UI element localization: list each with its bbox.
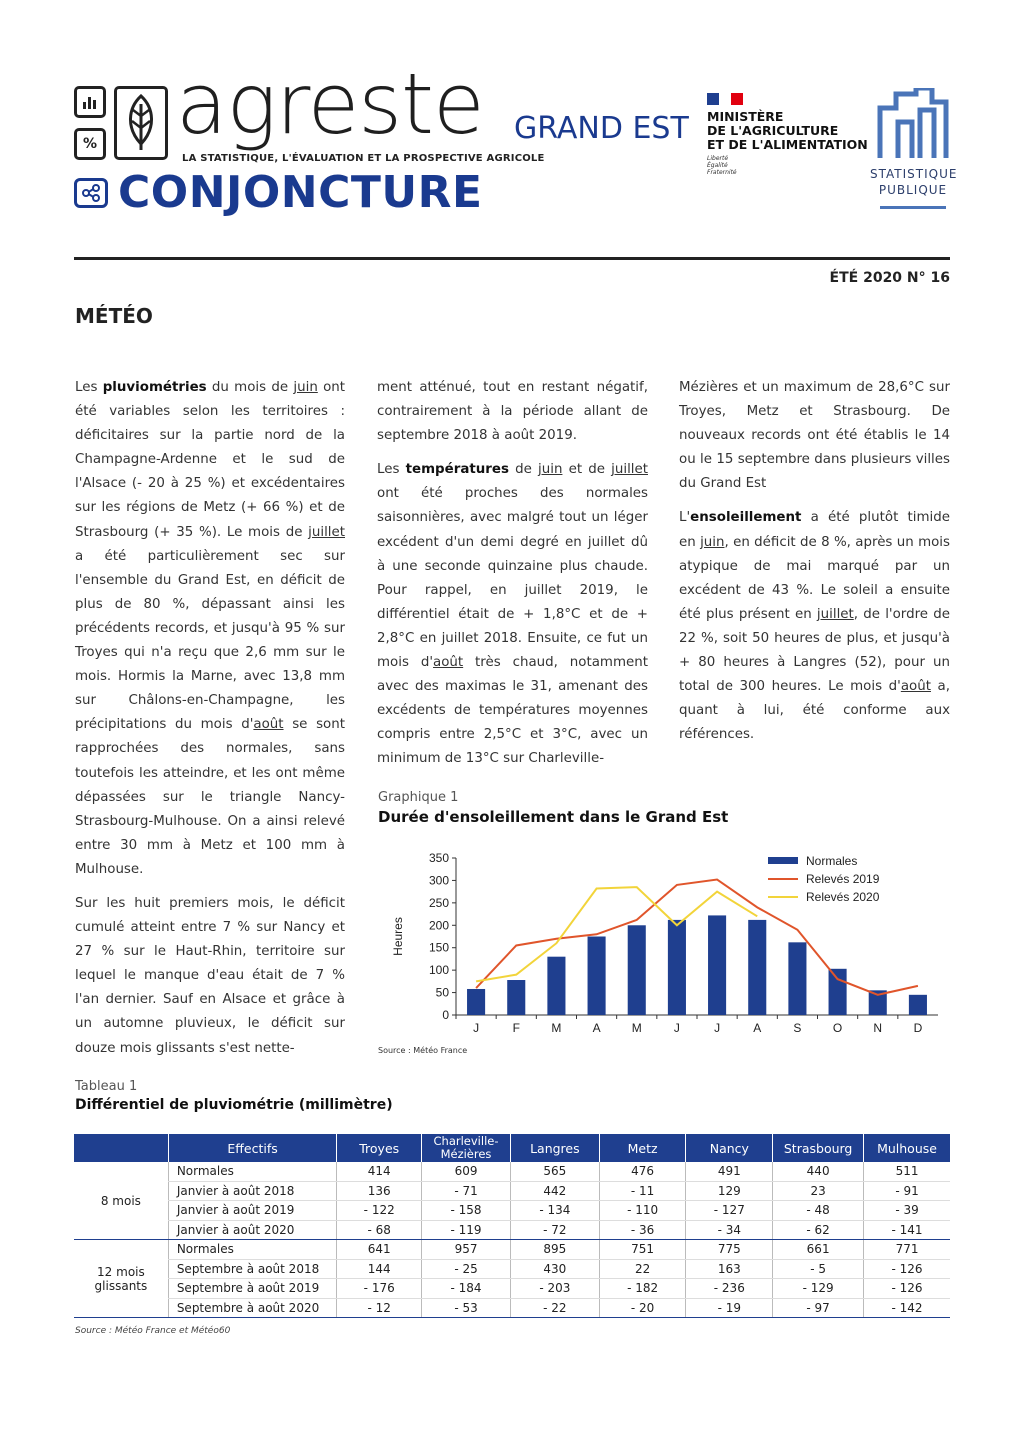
table-cell: 476 <box>599 1162 686 1181</box>
chart-bar <box>547 957 565 1015</box>
y-tick-label: 250 <box>428 895 449 910</box>
x-tick-label: D <box>913 1021 923 1035</box>
table-row <box>74 1201 950 1221</box>
table-cell: - 22 <box>510 1298 599 1318</box>
table-row <box>74 1162 950 1181</box>
chart-bar <box>507 980 525 1015</box>
table-cell: 641 <box>337 1240 422 1260</box>
x-tick-label: M <box>631 1021 642 1035</box>
section-title: MÉTÉO <box>75 304 153 328</box>
table-row <box>74 1259 950 1279</box>
table-row <box>74 1220 950 1240</box>
share-icon <box>74 178 108 208</box>
leaf-icon <box>114 86 168 160</box>
header-cell-langres: Langres <box>510 1134 599 1162</box>
ministry-name: MINISTÈRE DE L'AGRICULTURE ET DE L'ALIMENTATION <box>707 109 868 152</box>
table-cell: - 39 <box>864 1201 950 1221</box>
row-label: Normales <box>168 1162 337 1181</box>
table-cell: - 236 <box>686 1279 773 1299</box>
table-cell: 775 <box>686 1240 773 1260</box>
table-row <box>74 1298 950 1318</box>
paragraph-records: Mézières et un maximum de 28,6°C sur Troyes, Metz et Strasbourg. De nouveaux records ont été établis le 14 ou le 15 septembre dans plusieurs villes du Grand Est <box>679 380 950 492</box>
table-row <box>74 1181 950 1201</box>
agreste-logo-icons <box>74 86 170 166</box>
table-cell: 440 <box>773 1162 864 1181</box>
chart-bar <box>467 989 485 1015</box>
chart-bar <box>708 915 726 1015</box>
header-rule <box>74 257 950 260</box>
legend-label: Normales <box>806 854 858 868</box>
x-tick-label: O <box>832 1021 843 1035</box>
publication-name: CONJONCTURE <box>118 167 483 218</box>
table-cell: - 19 <box>686 1298 773 1318</box>
row-label: Normales <box>168 1240 337 1260</box>
y-axis-label: Heures <box>391 917 405 956</box>
row-label: Janvier à août 2019 <box>168 1201 337 1221</box>
x-tick-label: J <box>473 1021 480 1035</box>
table-cell: 609 <box>422 1162 511 1181</box>
table-cell: 491 <box>686 1162 773 1181</box>
table-cell: - 72 <box>510 1220 599 1240</box>
brand-name: agreste <box>176 55 484 153</box>
brand-tagline: LA STATISTIQUE, L'ÉVALUATION ET LA PROSPECTIVE AGRICOLE <box>182 153 545 164</box>
x-tick-label: A <box>592 1021 601 1035</box>
chart-title: Durée d'ensoleillement dans le Grand Est <box>378 808 729 826</box>
statistique-publique-text: STATISTIQUE PUBLIQUE <box>870 167 958 197</box>
table-cell: - 129 <box>773 1279 864 1299</box>
x-tick-label: J <box>673 1021 680 1035</box>
table-cell: - 71 <box>422 1181 511 1201</box>
table-cell: - 182 <box>599 1279 686 1299</box>
chart-bar <box>909 995 927 1015</box>
chart-bar <box>588 937 606 1016</box>
chart-source: Source : Météo France <box>378 1046 468 1055</box>
table-cell: 771 <box>864 1240 950 1260</box>
x-tick-label: M <box>551 1021 562 1035</box>
table-source: Source : Météo France et Météo60 <box>75 1326 231 1336</box>
x-tick-label: J <box>714 1021 721 1035</box>
row-label: Septembre à août 2018 <box>168 1259 337 1279</box>
row-label: Janvier à août 2020 <box>168 1220 337 1240</box>
text-column-2 <box>377 376 648 782</box>
header-cell-effectifs: Effectifs <box>168 1134 337 1162</box>
text-column-1 <box>75 376 345 1071</box>
y-tick-label: 50 <box>435 985 449 1000</box>
table-cell: - 62 <box>773 1220 864 1240</box>
header-cell-nancy: Nancy <box>686 1134 773 1162</box>
table-cell: 129 <box>686 1181 773 1201</box>
table-cell: - 36 <box>599 1220 686 1240</box>
table-cell: 163 <box>686 1259 773 1279</box>
header-cell-mulhouse: Mulhouse <box>864 1134 950 1162</box>
issue-number: ÉTÉ 2020 N° 16 <box>829 270 950 286</box>
legend-label: Relevés 2020 <box>806 890 880 904</box>
paragraph-deficit: Sur les huit premiers mois, le déficit cumulé atteint entre 7 % sur Nancy et 27 % sur le Haut-Rhin, territoire sur lequel le manque d'eau était de 7 % l'an dernier. Sauf en Alsace et grâce à un automne pluvieux, le déficit sur douze mois glissants s'est nette- <box>75 895 345 1056</box>
table-header-row <box>74 1134 950 1162</box>
table-cell: - 12 <box>337 1298 422 1318</box>
chart-bar <box>829 969 847 1015</box>
region-name: GRAND EST <box>514 111 689 146</box>
table-cell: - 91 <box>864 1181 950 1201</box>
row-label: Septembre à août 2020 <box>168 1298 337 1318</box>
table-cell: - 122 <box>337 1201 422 1221</box>
row-label: Janvier à août 2018 <box>168 1181 337 1201</box>
republic-motto: Liberté Égalité Fraternité <box>707 155 737 176</box>
y-tick-label: 100 <box>428 963 449 978</box>
table-cell: 957 <box>422 1240 511 1260</box>
header-cell-troyes: Troyes <box>337 1134 422 1162</box>
table-cell: - 126 <box>864 1259 950 1279</box>
table-cell: - 110 <box>599 1201 686 1221</box>
header-cell-empty <box>74 1134 168 1162</box>
chart-bar <box>628 925 646 1015</box>
header-cell-strasbourg: Strasbourg <box>773 1134 864 1162</box>
x-tick-label: N <box>873 1021 883 1035</box>
x-tick-label: S <box>793 1021 802 1035</box>
sunshine-chart <box>378 840 950 1040</box>
table-row <box>74 1240 950 1260</box>
table-cell: 565 <box>510 1162 599 1181</box>
table-cell: 430 <box>510 1259 599 1279</box>
table-cell: - 48 <box>773 1201 864 1221</box>
header-cell-charleville-text: Charleville-Mézières <box>433 1134 499 1161</box>
table-cell: - 203 <box>510 1279 599 1299</box>
table-cell: 414 <box>337 1162 422 1181</box>
table-row <box>74 1279 950 1299</box>
table-cell: 23 <box>773 1181 864 1201</box>
table-cell: - 127 <box>686 1201 773 1221</box>
y-tick-label: 350 <box>428 851 449 865</box>
table-cell: 751 <box>599 1240 686 1260</box>
group-label: 8 mois <box>74 1162 168 1240</box>
table-cell: - 20 <box>599 1298 686 1318</box>
table-cell: 144 <box>337 1259 422 1279</box>
percent-icon: % <box>74 128 106 160</box>
header-cell-metz: Metz <box>599 1134 686 1162</box>
table-cell: - 5 <box>773 1259 864 1279</box>
table-cell: - 11 <box>599 1181 686 1201</box>
table-cell: - 126 <box>864 1279 950 1299</box>
table-cell: 136 <box>337 1181 422 1201</box>
chart-bar <box>748 920 766 1015</box>
text-column-3 <box>679 376 950 757</box>
table-cell: 22 <box>599 1259 686 1279</box>
y-tick-label: 150 <box>428 940 449 955</box>
y-tick-label: 0 <box>442 1008 449 1022</box>
paragraph-ensoleillement: L'ensoleillement a été plutôt timide en juin, en déficit de 8 %, après un mois atypique de mai marqué par un excédent de 43 %. Le soleil a ensuite été plus présent en juillet, de l'ordre de 22 %, soit 50 heures de plus, et jusqu'à + 80 heures à Langres (52), pour un total de 300 heures. Le mois d'août a, quant à lui, été conforme aux références. <box>679 510 951 743</box>
header-cell-charleville <box>422 1134 511 1162</box>
table-cell: - 97 <box>773 1298 864 1318</box>
legend-swatch-normales <box>768 857 798 864</box>
table-cell: - 25 <box>422 1259 511 1279</box>
table-title: Différentiel de pluviométrie (millimètre) <box>75 1097 393 1113</box>
paragraph-temperatures: Les températures de juin et de juillet ont été proches des normales saisonnières, avec malgré tout un léger excédent d'un demi degré en juillet dû à une seconde quinzaine plus chaude. Pour rappel, en juillet 2019, le différentiel était de + 1,8°C et de + 2,8°C en juillet 2018. Ensuite, ce fut un mois d'août très chaud, notamment avec des maximas le 31, amenant des excédents de températures moyennes compris entre 2,5°C et 3°C, avec un minimum de 13°C sur Charleville- <box>377 462 648 767</box>
table-cell: - 184 <box>422 1279 511 1299</box>
table-cell: 661 <box>773 1240 864 1260</box>
table-cell: - 53 <box>422 1298 511 1318</box>
table-cell: - 176 <box>337 1279 422 1299</box>
table-cell: - 68 <box>337 1220 422 1240</box>
x-tick-label: F <box>512 1021 520 1035</box>
table-cell: - 158 <box>422 1201 511 1221</box>
legend-label: Relevés 2019 <box>806 872 880 886</box>
table-cell: 442 <box>510 1181 599 1201</box>
table-cell: - 134 <box>510 1201 599 1221</box>
paragraph-continuation: ment atténué, tout en restant négatif, contrairement à la période allant de septembre 2018 à août 2019. <box>377 380 648 444</box>
table-cell: - 142 <box>864 1298 950 1318</box>
paragraph-pluviometrie: Les pluviométries du mois de juin ont été variables selon les territoires : déficitaires sur la partie nord de la Champagne-Ardenne et le sud de l'Alsace (- 20 à 25 %) et excédentaires sur les régions de Metz (+ 66 %) et de Strasbourg (+ 35 %). Le mois de juillet a été particulièrement sec sur l'ensemble du Grand Est, en déficit de plus de 80 %, dépassant ainsi les précédents records, et jusqu'à 95 % sur Troyes qui n'a reçu que 2,6 mm sur le mois. Hormis la Marne, avec 13,8 mm sur Châlons-en-Champagne, les précipitations du mois d'août se sont rapprochées des normales, sans toutefois les atteindre, et les ont même dépassées sur le triangle Nancy-Strasbourg-Mulhouse. On a ainsi relevé entre 30 mm à Metz et 100 mm à Mulhouse. <box>75 380 346 877</box>
y-tick-label: 300 <box>428 873 449 888</box>
french-flag-icon <box>707 93 743 105</box>
y-tick-label: 200 <box>428 918 449 933</box>
table-cell: 511 <box>864 1162 950 1181</box>
table-label: Tableau 1 <box>75 1079 138 1094</box>
chart-bar <box>788 942 806 1015</box>
table-cell: 895 <box>510 1240 599 1260</box>
rainfall-table <box>74 1134 950 1318</box>
chart-bar <box>668 920 686 1015</box>
table-cell: - 119 <box>422 1220 511 1240</box>
bar-chart-icon <box>74 86 106 118</box>
table-cell: - 141 <box>864 1220 950 1240</box>
table-cell: - 34 <box>686 1220 773 1240</box>
chart-label: Graphique 1 <box>378 790 459 805</box>
x-tick-label: A <box>753 1021 762 1035</box>
row-label: Septembre à août 2019 <box>168 1279 337 1299</box>
group-label: 12 mois glissants <box>74 1240 168 1318</box>
